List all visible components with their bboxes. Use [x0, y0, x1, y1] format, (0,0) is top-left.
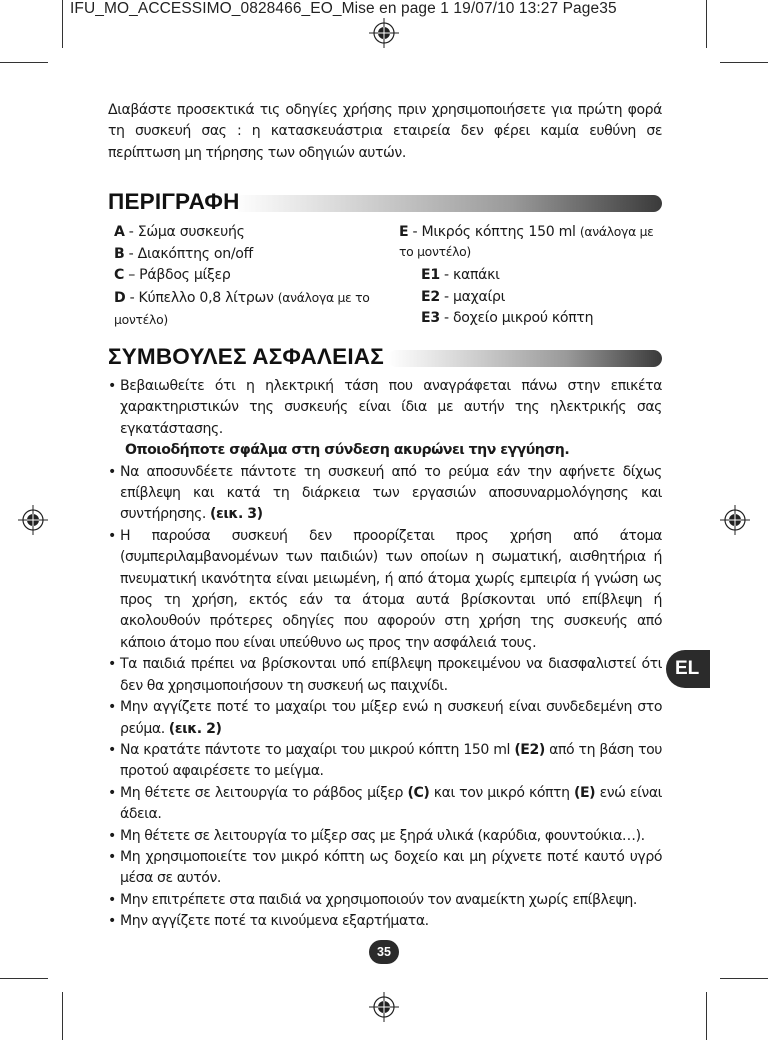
- safety-heading: [108, 344, 662, 373]
- part-item: E2 - μαχαίρι: [421, 288, 506, 305]
- heading-gradient-bar: [388, 350, 662, 367]
- list-item: • Η παρούσα συσκευή δεν προορίζεται προς χρήση από άτομα (συμπεριλαμβανομένων των παιδιών) των οποίων η σωματική, αισθητήρια ή πνευματική ικανότητα είναι μειωμένη, ή από άτομα χωρίς εμπειρία ή γνώση ως προς τη χρήση, εκτός εάν τα άτομα αυτά βρίσκονται υπό επίβλεψη ή ακολουθούν πρότερες οδηγίες που αφορούν στη χρήση της συσκευής από κάποιο άτομο που είναι υπεύθυνο ως προς την ασφάλειά τους.: [108, 527, 662, 651]
- warranty-warning: Οποιοδήποτε σφάλμα στη σύνδεση ακυρώνει την εγγύηση.: [125, 442, 570, 459]
- part-item: B - Διακόπτης on/off: [114, 245, 253, 262]
- safety-title: ΣΥΜΒΟΥΛΕΣ ΑΣΦΑΛΕΙΑΣ: [108, 344, 384, 369]
- crop-mark-bottom-left-h: [0, 978, 48, 979]
- part-item: D - Κύπελλο 0,8 λίτρων (ανάλογα με το μοντέλο): [114, 289, 370, 327]
- list-item: • Μη θέτετε σε λειτουργία το μίξερ σας με ξηρά υλικά (καρύδια, φουντούκια…).: [108, 827, 645, 844]
- list-item: • Βεβαιωθείτε ότι η ηλεκτρική τάση που αναγράφεται πάνω στην επικέτα χαρακτηριστικών της συσκευής είναι ίδια με αυτήν της ηλεκτρικής σας εγκατάστασης.: [108, 378, 662, 437]
- crop-mark-top-right-v: [706, 0, 707, 48]
- crop-mark-bottom-left-v: [62, 992, 63, 1040]
- list-item: • Τα παιδιά πρέπει να βρίσκονται υπό επίβλεψη προκειμένου να διασφαλιστεί ότι δεν θα χρησιμοποιήσουν τη συσκευή ως παιχνίδι.: [108, 656, 662, 694]
- list-item: • Μη θέτετε σε λειτουργία το ράβδος μίξερ (C) και τον μικρό κόπτη (E) ενώ είναι άδεια.: [108, 784, 662, 823]
- list-item: • Μην αγγίζετε ποτέ το μαχαίρι του μίξερ ενώ η συσκευή είναι συνδεδεμένη στο ρεύμα. (εικ. 2): [108, 699, 662, 737]
- part-item: E - Μικρός κόπτης 150 ml (ανάλογα με το μοντέλο): [399, 224, 654, 259]
- list-item: • Μην αγγίζετε ποτέ τα κινούμενα εξαρτήματα.: [108, 913, 429, 930]
- heading-gradient-bar: [233, 195, 662, 212]
- print-slug: IFU_MO_ACCESSIMO_0828466_EO_Mise en page 1 19/07/10 13:27 Page35: [70, 0, 617, 17]
- language-tab: EL: [666, 650, 710, 688]
- page-number: 35: [369, 940, 399, 964]
- registration-mark-icon: [720, 505, 750, 535]
- crop-mark-bottom-right-v: [706, 992, 707, 1040]
- list-item: • Μην επιτρέπετε στα παιδιά να χρησιμοποιούν τον αναμείκτη χωρίς επίβλεψη.: [108, 891, 637, 908]
- list-item: • Να κρατάτε πάντοτε το μαχαίρι του μικρού κόπτη 150 ml (E2) από τη βάση του προτού αφαιρέσετε το μείγμα.: [108, 741, 662, 780]
- crop-mark-top-right-h: [720, 62, 768, 63]
- description-title: ΠΕΡΙΓΡΑΦΗ: [108, 189, 240, 214]
- crop-mark-top-left-h: [0, 62, 48, 63]
- part-item: C – Ράβδος μίξερ: [114, 267, 231, 283]
- parts-list-right: [399, 222, 665, 330]
- list-item: • Μη χρησιμοποιείτε τον μικρό κόπτη ως δοχείο και μη ρίχνετε ποτέ καυτό υγρό μέσα σε αυτόν.: [108, 848, 662, 887]
- list-item: • Να αποσυνδέετε πάντοτε τη συσκευή από το ρεύμα εάν την αφήνετε δίχως επίβλεψη και κατά τη διάρκεια των εργασιών αποσυναρμολόγησης και συντήρησης. (εικ. 3): [108, 463, 662, 523]
- crop-mark-top-left-v: [62, 0, 63, 48]
- part-item: E1 - καπάκι: [421, 267, 500, 283]
- registration-mark-icon: [18, 505, 48, 535]
- registration-mark-icon: [369, 18, 399, 48]
- description-heading: [108, 189, 662, 218]
- part-item: A - Σώμα συσκευής: [114, 224, 245, 240]
- registration-mark-icon: [369, 992, 399, 1022]
- safety-list: [108, 376, 662, 933]
- part-item: E3 - δοχείο μικρού κόπτη: [421, 310, 594, 326]
- intro-paragraph: Διαβάστε προσεκτικά τις οδηγίες χρήσης πριν χρησιμοποιήσετε για πρώτη φορά τη συσκευή σας : η κατασκευάστρια εταιρεία δεν φέρει καμία ευθύνη σε περίπτωση μη τήρησης των οδηγιών αυτών.: [108, 102, 662, 161]
- crop-mark-bottom-right-h: [720, 978, 768, 979]
- parts-list-left: [114, 222, 384, 332]
